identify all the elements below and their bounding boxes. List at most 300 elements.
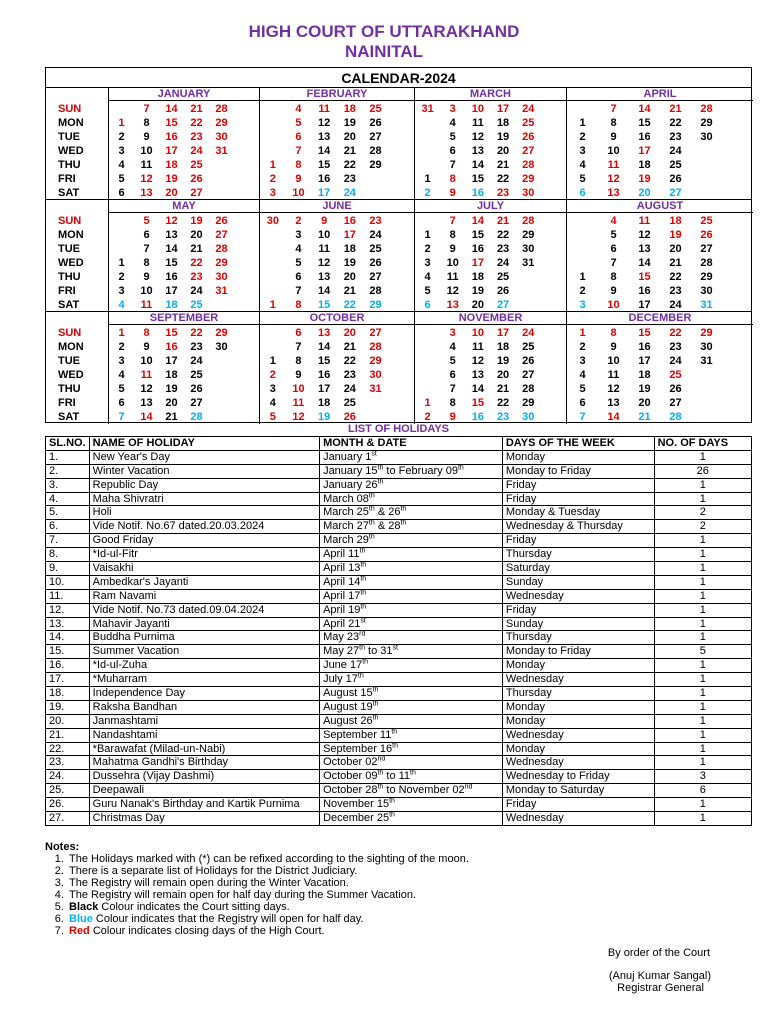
date-cell: 16 [471, 187, 485, 199]
date-cell [234, 144, 259, 158]
table-row [46, 478, 752, 492]
date-cell [541, 326, 566, 340]
date-cell: 28 [215, 243, 228, 255]
table-cell: Deepawali [89, 784, 319, 798]
table-cell: 24. [46, 770, 90, 784]
day-name: THU [58, 271, 81, 283]
date-cell [209, 382, 234, 396]
date-cell: 21 [669, 257, 682, 269]
date-cell: 10 [471, 103, 485, 115]
table-cell: 1 [654, 798, 751, 812]
date-cell: 25 [343, 397, 356, 409]
table-cell: Monday [502, 450, 654, 464]
date-cell: 6 [295, 271, 302, 283]
date-cell [415, 340, 440, 354]
date-cell: 26 [215, 215, 228, 227]
date-cell [209, 410, 234, 424]
day-name: SUN [58, 103, 82, 115]
date-cell: 27 [369, 327, 382, 339]
header-sl-no: SL.NO. [46, 437, 90, 451]
date-cell: 7 [449, 215, 456, 227]
date-cell: 31 [700, 299, 713, 311]
date-cell: 5 [449, 131, 456, 143]
date-cell: 14 [607, 411, 620, 423]
date-cell [388, 368, 414, 382]
date-cell: 26 [369, 117, 382, 129]
date-cell: 15 [471, 173, 485, 185]
date-cell [234, 326, 259, 340]
date-cell: 16 [165, 341, 178, 353]
table-cell: 6 [654, 784, 751, 798]
table-cell: April 13th [320, 562, 503, 576]
date-cell: 12 [318, 257, 331, 269]
date-cell: 26 [669, 173, 682, 185]
date-cell [260, 130, 286, 144]
date-cell: 16 [318, 173, 331, 185]
date-cell [722, 228, 753, 242]
date-cell [722, 284, 753, 298]
date-cell [209, 298, 234, 312]
date-cell: 13 [140, 397, 153, 409]
date-cell: 10 [292, 187, 305, 199]
date-cell [363, 172, 389, 186]
date-cell: 13 [318, 271, 331, 283]
date-cell: 5 [579, 383, 586, 395]
table-row [46, 687, 752, 701]
date-cell [691, 368, 722, 382]
date-cell: 25 [369, 243, 382, 255]
date-cell: 25 [522, 341, 535, 353]
table-cell: Guru Nanak's Birthday and Kartik Purnima [89, 798, 319, 812]
date-cell: 2 [579, 285, 586, 297]
date-cell: 21 [165, 411, 178, 423]
date-cell: 20 [190, 229, 203, 241]
date-cell: 11 [446, 271, 459, 283]
date-cell: 6 [449, 369, 456, 381]
date-cell: 3 [118, 145, 125, 157]
date-cell: 9 [449, 411, 456, 423]
date-cell: 13 [318, 131, 331, 143]
date-cell: 24 [343, 187, 356, 199]
table-cell: New Year's Day [89, 450, 319, 464]
day-name: SUN [58, 327, 82, 339]
table-cell: 6. [46, 520, 90, 534]
date-cell: 4 [118, 369, 125, 381]
header-day: DAYS OF THE WEEK [502, 437, 654, 451]
notes-section [45, 841, 469, 937]
date-cell [234, 158, 259, 172]
date-cell: 3 [579, 355, 586, 367]
date-cell: 21 [496, 215, 510, 227]
date-cell: 15 [318, 355, 331, 367]
date-cell: 8 [449, 397, 456, 409]
table-cell: March 27th & 28th [320, 520, 503, 534]
table-cell: Saturday [502, 562, 654, 576]
table-cell: Mahavir Jayanti [89, 617, 319, 631]
date-cell [516, 284, 541, 298]
date-cell: 10 [292, 383, 305, 395]
date-cell: 17 [165, 145, 178, 157]
day-name: SAT [58, 187, 80, 199]
table-cell: 1 [654, 450, 751, 464]
table-cell: *Id-ul-Zuha [89, 659, 319, 673]
table-row [46, 673, 752, 687]
date-cell: 14 [471, 383, 485, 395]
month-name: APRIL [567, 88, 753, 101]
date-cell: 16 [638, 131, 651, 143]
date-cell: 23 [496, 187, 510, 199]
date-cell: 7 [610, 257, 617, 269]
date-cell: 27 [369, 271, 382, 283]
date-cell: 11 [140, 369, 153, 381]
date-cell: 26 [522, 131, 535, 143]
date-cell: 20 [496, 369, 510, 381]
date-cell: 5 [118, 173, 125, 185]
date-cell: 23 [669, 285, 682, 297]
date-cell: 11 [318, 103, 330, 115]
table-cell: 1 [654, 534, 751, 548]
date-cell [234, 396, 259, 410]
day-name: TUE [58, 131, 80, 143]
date-cell [234, 228, 259, 242]
date-cell: 2 [269, 369, 276, 381]
date-cell: 19 [496, 355, 510, 367]
table-cell: October 02nd [320, 756, 503, 770]
table-cell: *Barawafat (Milad-un-Nabi) [89, 742, 319, 756]
table-cell: 4. [46, 492, 90, 506]
date-cell [234, 242, 259, 256]
calendar-2024 [45, 67, 752, 423]
date-cell [541, 172, 566, 186]
date-cell: 28 [700, 257, 713, 269]
date-cell: 30 [369, 369, 382, 381]
date-cell [415, 382, 440, 396]
date-cell: 22 [496, 229, 510, 241]
date-cell [388, 396, 414, 410]
date-cell: 12 [471, 131, 485, 143]
date-cell [722, 298, 753, 312]
table-cell: Monday to Friday [502, 464, 654, 478]
month-name: DECEMBER [567, 312, 753, 325]
day-name: FRI [58, 397, 76, 409]
date-cell: 12 [140, 383, 153, 395]
date-cell: 24 [496, 257, 510, 269]
date-cell [234, 270, 259, 284]
table-cell: Monday [502, 659, 654, 673]
date-cell: 14 [638, 103, 651, 115]
date-cell: 25 [669, 369, 682, 381]
date-cell [234, 340, 259, 354]
calendar-quarter [46, 200, 751, 312]
date-cell [388, 102, 414, 116]
date-cell: 6 [143, 229, 150, 241]
date-cell: 29 [700, 271, 713, 283]
date-cell: 11 [607, 159, 620, 171]
date-cell [722, 158, 753, 172]
table-cell: Wednesday [502, 728, 654, 742]
date-cell [722, 130, 753, 144]
date-cell: 26 [190, 173, 203, 185]
date-cell: 3 [118, 285, 125, 297]
date-cell: 23 [343, 369, 356, 381]
date-cell [541, 270, 566, 284]
table-cell: 11. [46, 589, 90, 603]
date-cell [363, 410, 389, 424]
month-july [414, 200, 566, 312]
court-title: HIGH COURT OF UTTARAKHAND [248, 22, 520, 41]
date-cell: 7 [118, 411, 125, 423]
date-cell: 14 [471, 215, 485, 227]
date-cell: 27 [522, 369, 535, 381]
table-cell: 3. [46, 478, 90, 492]
date-cell: 27 [669, 187, 682, 199]
table-cell: 5. [46, 506, 90, 520]
date-cell: 4 [269, 397, 276, 409]
table-row [46, 659, 752, 673]
date-cell: 24 [669, 145, 682, 157]
day-name: WED [58, 257, 84, 269]
date-cell: 22 [496, 173, 510, 185]
date-cell [415, 158, 440, 172]
date-cell: 17 [471, 257, 485, 269]
date-cell: 18 [343, 103, 356, 115]
date-cell: 18 [638, 369, 651, 381]
date-cell: 11 [140, 159, 153, 171]
date-cell: 10 [607, 145, 620, 157]
date-cell: 27 [190, 397, 203, 409]
date-cell: 30 [700, 341, 713, 353]
date-cell: 16 [318, 369, 331, 381]
date-cell: 7 [295, 285, 302, 297]
date-cell [541, 284, 566, 298]
table-cell: 1 [654, 478, 751, 492]
date-cell: 19 [343, 257, 356, 269]
table-cell: October 09th to 11th [320, 770, 503, 784]
date-cell [516, 270, 541, 284]
date-cell: 19 [496, 131, 510, 143]
date-cell: 31 [215, 145, 228, 157]
table-cell: Sunday [502, 617, 654, 631]
date-cell [567, 256, 598, 270]
date-cell: 3 [295, 229, 302, 241]
date-cell [388, 410, 414, 424]
date-cell: 3 [579, 299, 586, 311]
date-cell: 19 [471, 285, 485, 297]
table-cell: Wednesday [502, 756, 654, 770]
date-cell: 25 [522, 117, 535, 129]
date-cell [567, 242, 598, 256]
table-cell: 1 [654, 812, 751, 826]
month-name: AUGUST [567, 200, 753, 213]
date-cell [691, 382, 722, 396]
date-cell [415, 354, 440, 368]
header-name: NAME OF HOLIDAY [89, 437, 319, 451]
date-cell: 30 [522, 243, 535, 255]
table-cell: 1 [654, 575, 751, 589]
date-cell: 7 [295, 145, 302, 157]
date-cell [260, 144, 286, 158]
date-cell: 10 [471, 327, 485, 339]
date-cell: 22 [190, 117, 203, 129]
date-cell: 11 [318, 243, 330, 255]
date-cell: 12 [607, 173, 620, 185]
date-cell: 29 [700, 327, 713, 339]
date-cell: 29 [522, 229, 535, 241]
day-name: MON [58, 229, 84, 241]
table-header-row [46, 437, 752, 451]
date-cell: 20 [343, 271, 356, 283]
date-cell: 24 [343, 383, 356, 395]
date-cell: 28 [522, 383, 535, 395]
date-cell: 15 [471, 229, 485, 241]
table-cell: 1 [654, 589, 751, 603]
day-name: FRI [58, 285, 76, 297]
table-cell: 18. [46, 687, 90, 701]
date-cell: 26 [522, 355, 535, 367]
date-cell: 8 [295, 159, 302, 171]
date-cell: 18 [496, 341, 510, 353]
date-cell: 29 [369, 159, 382, 171]
date-cell: 2 [295, 215, 302, 227]
table-cell: 13. [46, 617, 90, 631]
color-word: Black [69, 901, 99, 913]
table-cell: April 11th [320, 548, 503, 562]
table-cell: Raksha Bandhan [89, 700, 319, 714]
date-cell [415, 130, 440, 144]
date-cell [415, 116, 440, 130]
date-cell: 10 [318, 229, 331, 241]
date-cell: 28 [369, 145, 382, 157]
day-name: THU [58, 383, 81, 395]
date-cell: 24 [190, 145, 203, 157]
date-cell: 7 [579, 411, 586, 423]
month-october [259, 312, 414, 424]
table-cell: Monday [502, 714, 654, 728]
date-cell: 15 [165, 257, 178, 269]
table-cell: Dussehra (Vijay Dashmi) [89, 770, 319, 784]
date-cell [691, 158, 722, 172]
date-cell: 24 [522, 327, 535, 339]
table-cell: May 23rd [320, 631, 503, 645]
date-cell [541, 340, 566, 354]
date-cell: 24 [522, 103, 535, 115]
date-cell [234, 284, 259, 298]
date-cell [722, 172, 753, 186]
date-cell: 2 [269, 173, 276, 185]
date-cell: 9 [295, 369, 302, 381]
table-row [46, 784, 752, 798]
date-cell: 6 [295, 327, 302, 339]
date-cell: 10 [140, 355, 153, 367]
date-cell: 5 [295, 117, 302, 129]
color-word: Blue [69, 913, 93, 925]
table-cell: April 14th [320, 575, 503, 589]
date-cell: 28 [522, 159, 535, 171]
note-item: 6. Blue Colour indicates that the Registry will open for half day. [67, 913, 469, 925]
date-cell: 6 [579, 397, 586, 409]
date-cell: 20 [471, 299, 485, 311]
date-cell: 7 [143, 103, 150, 115]
date-cell: 15 [471, 397, 485, 409]
date-cell [415, 326, 440, 340]
table-cell: Ram Navami [89, 589, 319, 603]
date-cell: 13 [471, 369, 485, 381]
date-cell: 28 [522, 215, 535, 227]
table-cell: 16. [46, 659, 90, 673]
table-cell: 10. [46, 575, 90, 589]
date-cell: 18 [669, 215, 682, 227]
date-cell [541, 354, 566, 368]
date-cell [388, 298, 414, 312]
date-cell: 14 [318, 341, 331, 353]
day-name: THU [58, 159, 81, 171]
date-cell: 30 [215, 271, 228, 283]
date-cell [415, 368, 440, 382]
date-cell: 16 [343, 215, 356, 227]
date-cell: 30 [522, 187, 535, 199]
date-cell [516, 298, 541, 312]
date-cell: 15 [165, 327, 178, 339]
date-cell: 11 [607, 369, 620, 381]
date-cell: 18 [496, 117, 510, 129]
date-cell: 4 [118, 159, 125, 171]
date-cell: 12 [607, 383, 620, 395]
date-cell [722, 396, 753, 410]
date-cell: 13 [638, 243, 651, 255]
table-cell: Vide Notif. No.67 dated.20.03.2024 [89, 520, 319, 534]
date-cell [722, 382, 753, 396]
table-cell: 1 [654, 492, 751, 506]
date-cell [234, 298, 259, 312]
date-cell: 21 [343, 341, 356, 353]
date-cell [388, 382, 414, 396]
table-cell: Summer Vacation [89, 645, 319, 659]
date-cell: 4 [579, 369, 586, 381]
date-cell [722, 144, 753, 158]
table-cell: 2 [654, 506, 751, 520]
date-cell [260, 270, 286, 284]
date-cell: 1 [118, 257, 125, 269]
note-item: 7. Red Colour indicates closing days of the High Court. [67, 925, 469, 937]
month-february [259, 88, 414, 200]
date-cell: 31 [522, 257, 535, 269]
table-cell: Monday [502, 700, 654, 714]
table-cell: Janmashtami [89, 714, 319, 728]
date-cell: 29 [215, 327, 228, 339]
date-cell: 31 [421, 103, 434, 115]
date-cell: 15 [165, 117, 178, 129]
date-cell: 23 [496, 411, 510, 423]
table-cell: June 17th [320, 659, 503, 673]
table-cell: 5 [654, 645, 751, 659]
table-cell: Nandashtami [89, 728, 319, 742]
date-cell [722, 354, 753, 368]
date-cell: 16 [165, 131, 178, 143]
date-cell: 3 [579, 145, 586, 157]
date-cell [722, 256, 753, 270]
date-cell: 1 [269, 355, 276, 367]
day-name: TUE [58, 355, 80, 367]
court-location: NAINITAL [344, 42, 424, 61]
table-row [46, 603, 752, 617]
date-cell [209, 158, 234, 172]
table-row [46, 770, 752, 784]
table-cell: Friday [502, 534, 654, 548]
date-cell [388, 354, 414, 368]
date-cell: 23 [343, 173, 356, 185]
table-cell: Vide Notif. No.73 dated.09.04.2024 [89, 603, 319, 617]
table-cell: 2 [654, 520, 751, 534]
